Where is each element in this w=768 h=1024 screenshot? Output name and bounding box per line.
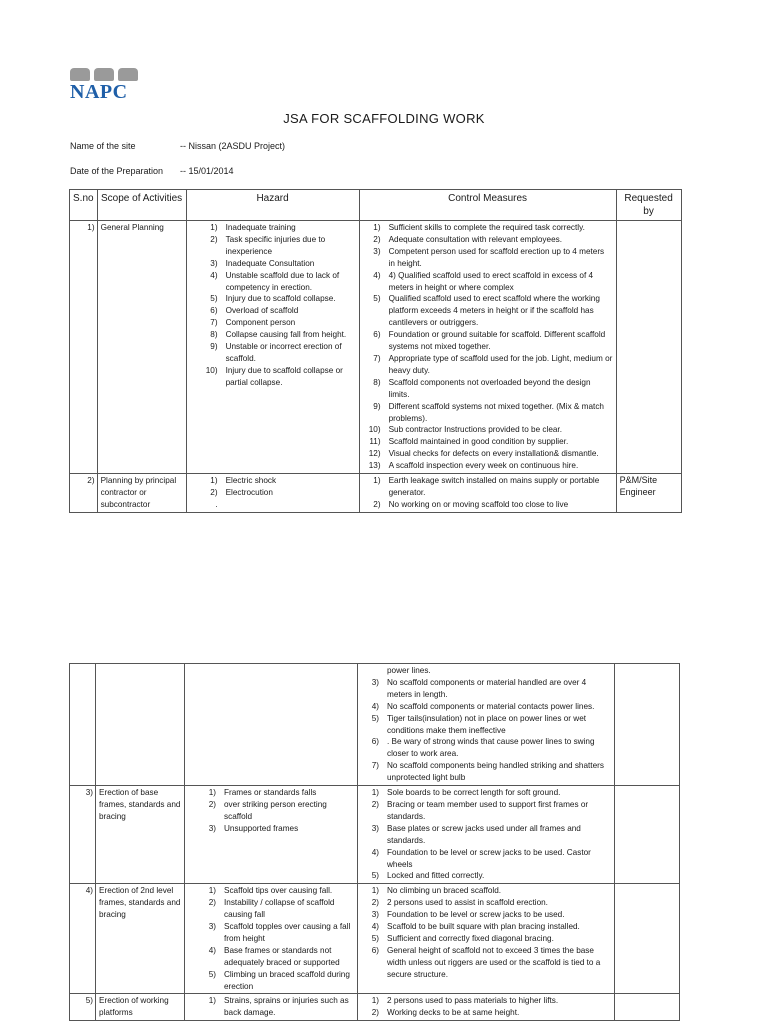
logo-emblem-icon xyxy=(70,68,150,82)
item-number: 3) xyxy=(373,246,381,256)
date-label: Date of the Preparation xyxy=(70,166,164,176)
item-number: 11) xyxy=(369,437,381,447)
item-text: Scaffold tips over causing fall. xyxy=(224,886,333,896)
item-number: 3) xyxy=(371,677,379,687)
item-number: 7) xyxy=(371,761,379,771)
control-cell xyxy=(359,474,616,513)
item-text xyxy=(226,499,356,511)
item-text: Scaffold to be built square with plan bracing installed. xyxy=(387,922,580,932)
item-text: Inadequate training xyxy=(225,223,296,232)
requested-cell xyxy=(615,786,680,884)
list-item xyxy=(363,353,613,377)
item-text: Appropriate type of scaffold used for the job. Light, medium or heavy duty. xyxy=(388,353,613,375)
item-number: 1) xyxy=(210,476,218,486)
item-text: Scaffold topples over causing a fall from height xyxy=(224,922,351,943)
list-item xyxy=(190,234,356,258)
item-text: Base frames or standards not adequately braced or supported xyxy=(224,945,340,967)
item-number: 2) xyxy=(371,799,379,809)
item-text: General height of scaffold not to exceed 3 times the base width unless out riggers are used or the scaffold is tied to a secure structure. xyxy=(387,945,601,979)
list-item xyxy=(363,448,613,460)
control-cell xyxy=(359,221,616,474)
item-text: Climbing un braced scaffold during erection xyxy=(224,969,350,991)
list-item xyxy=(361,665,611,677)
item-text: No working on or moving scaffold too close to live xyxy=(388,499,569,509)
list-item xyxy=(188,995,354,1019)
hazard-cell xyxy=(185,884,358,994)
hazard-cell xyxy=(186,221,359,474)
list-item xyxy=(190,270,356,294)
item-text: . Be wary of strong winds that cause power lines to swing closer to work area. xyxy=(387,737,595,759)
requested-cell: P&M/Site Engineer xyxy=(616,474,681,513)
item-text: No scaffold components or material contacts power lines. xyxy=(387,701,595,711)
item-text: Strains, sprains or injuries such as back damage. xyxy=(224,996,349,1018)
item-text: Sub contractor Instructions provided to be clear. xyxy=(388,425,562,435)
table-row xyxy=(70,221,682,474)
item-number: 3) xyxy=(208,922,216,932)
control-cell xyxy=(358,884,615,994)
item-text: No scaffold components or material handled are over 4 meters in length. xyxy=(387,677,587,699)
table-row xyxy=(70,884,680,994)
item-number: 3) xyxy=(371,910,379,920)
requested-cell xyxy=(616,221,681,474)
item-text: Instability / collapse of scaffold causing fall xyxy=(224,898,335,920)
item-number: 1) xyxy=(371,788,379,798)
document-title: JSA FOR SCAFFOLDING WORK xyxy=(283,111,485,126)
item-number: 7) xyxy=(373,353,381,363)
item-text: No scaffold components being handled striking and shatters unprotected light bulb xyxy=(387,761,604,783)
control-cell xyxy=(358,786,615,884)
item-text: 2 persons used to assist in scaffold erection. xyxy=(387,898,548,908)
scope-cell: Erection of 2nd level frames, standards and bracing xyxy=(96,884,185,994)
list-item xyxy=(361,847,611,871)
sno-cell: 5) xyxy=(70,994,96,1021)
list-item xyxy=(361,799,611,823)
list-item xyxy=(188,897,354,921)
item-number: 1) xyxy=(371,996,379,1006)
site-label: Name of the site xyxy=(70,141,136,151)
sno-cell: 4) xyxy=(70,884,96,994)
hazards-list xyxy=(190,475,356,511)
item-text: Scaffold maintained in good condition by supplier. xyxy=(388,437,569,447)
item-number: 9) xyxy=(210,342,218,352)
item-text: Sufficient and correctly fixed diagonal bracing. xyxy=(387,933,554,943)
controls-list xyxy=(361,885,611,980)
item-number: 10) xyxy=(368,425,381,435)
item-text: Collapse causing fall from height. xyxy=(225,330,347,340)
item-text: Different scaffold systems not mixed together. (Mix & match problems). xyxy=(388,401,604,423)
item-text: Qualified scaffold used to erect scaffold where the working platform exceeds 4 meters in height or if the scaffold has cantilevers or outriggers. xyxy=(388,294,600,328)
item-text: Bracing or team member used to support first frames or standards. xyxy=(387,799,589,821)
scope-cell xyxy=(96,664,185,786)
item-text: Sole boards to be correct length for soft ground. xyxy=(387,788,561,798)
header-scope: Scope of Activities xyxy=(97,190,186,221)
list-item xyxy=(361,787,611,799)
item-text: Sufficient skills to complete the required task correctly. xyxy=(388,223,585,232)
list-item xyxy=(188,945,354,969)
item-number: 2) xyxy=(210,487,218,497)
item-text: Electrocution xyxy=(225,487,273,497)
list-item xyxy=(190,341,356,365)
item-text: Component person xyxy=(225,318,296,328)
list-item xyxy=(361,870,611,882)
site-line xyxy=(70,141,285,151)
list-item xyxy=(363,246,613,270)
item-number: 6) xyxy=(373,330,381,340)
controls-list xyxy=(363,475,613,511)
item-text: Overload of scaffold xyxy=(225,306,299,316)
list-item xyxy=(190,305,356,317)
item-number: 3) xyxy=(371,823,379,833)
item-text: Injury due to scaffold collapse or partial collapse. xyxy=(225,365,343,387)
list-item xyxy=(363,293,613,329)
item-number: 4) xyxy=(373,270,381,280)
item-text: Unstable or incorrect erection of scaffold. xyxy=(225,342,342,363)
date-value: -- 15/01/2014 xyxy=(180,166,234,176)
scope-cell: Erection of base frames, standards and bracing xyxy=(96,786,185,884)
item-number: 6) xyxy=(371,737,379,747)
scope-cell: Planning by principal contractor or subcontractor xyxy=(97,474,186,513)
item-number: 2) xyxy=(371,1008,379,1018)
sno-cell: 3) xyxy=(70,786,96,884)
hazards-list xyxy=(190,222,356,389)
list-item xyxy=(363,329,613,353)
item-number: 6) xyxy=(210,306,218,316)
list-item xyxy=(363,234,613,246)
item-number: 1) xyxy=(373,223,381,232)
item-text: power lines. xyxy=(387,666,431,675)
table-row xyxy=(70,474,682,513)
list-item xyxy=(188,921,354,945)
item-text: 2 persons used to pass materials to higher lifts. xyxy=(387,996,559,1006)
list-item xyxy=(190,475,356,487)
item-number: 8) xyxy=(373,377,381,387)
list-item xyxy=(363,436,613,448)
list-item xyxy=(361,736,611,760)
site-value: -- Nissan (2ASDU Project) xyxy=(180,141,286,151)
napc-logo xyxy=(70,68,150,103)
list-item xyxy=(361,677,611,701)
table-header-row xyxy=(70,190,682,221)
item-number: . xyxy=(215,499,218,509)
controls-list xyxy=(361,995,611,1019)
requested-cell xyxy=(615,884,680,994)
item-number: 13) xyxy=(368,461,381,471)
item-number: 9) xyxy=(373,401,381,411)
item-text: Inadequate Consultation xyxy=(225,258,315,268)
table-row xyxy=(70,664,680,786)
item-number: 5) xyxy=(373,294,381,304)
item-number: 12) xyxy=(368,449,381,459)
hazards-list xyxy=(188,995,354,1019)
requested-cell xyxy=(615,664,680,786)
item-number: 1) xyxy=(371,886,379,896)
list-item xyxy=(363,424,613,436)
list-item xyxy=(188,885,354,897)
hazard-cell xyxy=(185,786,358,884)
item-text: Foundation to be level or screw jacks to be used. Castor wheels xyxy=(387,847,591,869)
item-text: No climbing un braced scaffold. xyxy=(387,886,502,896)
item-number: 4) xyxy=(371,922,379,932)
item-number: 1) xyxy=(208,788,216,798)
item-text: Base plates or screw jacks used under all frames and standards. xyxy=(387,823,581,845)
list-item xyxy=(363,377,613,401)
item-text: Foundation or ground suitable for scaffold. Different scaffold systems not mixed together. xyxy=(388,330,606,352)
item-number: 5) xyxy=(210,294,218,304)
item-text: 4) Qualified scaffold used to erect scaffold in excess of 4 meters in height or where complex xyxy=(388,270,594,292)
list-item xyxy=(361,995,611,1007)
item-number: 7) xyxy=(210,318,218,328)
list-item xyxy=(190,293,356,305)
header-control: Control Measures xyxy=(359,190,616,221)
list-item xyxy=(361,897,611,909)
list-item xyxy=(361,823,611,847)
list-item xyxy=(190,222,356,234)
list-item xyxy=(190,329,356,341)
list-item xyxy=(363,270,613,294)
list-item xyxy=(361,701,611,713)
table-row xyxy=(70,994,680,1021)
item-text: over striking person erecting scaffold xyxy=(224,799,327,821)
item-number: 5) xyxy=(208,969,216,979)
item-number: 1) xyxy=(208,996,216,1006)
item-number: 3) xyxy=(210,258,218,268)
jsa-table-page-2 xyxy=(69,663,680,1021)
list-item xyxy=(188,799,354,823)
list-item xyxy=(190,258,356,270)
item-number: 10) xyxy=(205,365,218,375)
item-number: 2) xyxy=(373,234,381,244)
hazard-cell xyxy=(186,474,359,513)
item-number: 2) xyxy=(210,234,218,244)
item-number: 5) xyxy=(371,871,379,881)
list-item xyxy=(190,365,356,389)
table-row xyxy=(70,786,680,884)
list-item xyxy=(190,487,356,499)
list-item xyxy=(363,499,613,511)
hazard-cell xyxy=(185,664,358,786)
item-text: Scaffold components not overloaded beyond the design limits. xyxy=(388,377,591,399)
item-number: 4) xyxy=(208,945,216,955)
item-text: Tiger tails(insulation) not in place on power lines or wet conditions make them ineffective xyxy=(387,713,587,735)
list-item xyxy=(363,222,613,234)
jsa-table-page-1 xyxy=(69,189,682,513)
controls-list xyxy=(361,665,611,784)
item-text: A scaffold inspection every week on continuous hire. xyxy=(388,461,579,471)
hazard-cell xyxy=(185,994,358,1021)
item-number: 2) xyxy=(208,799,216,809)
sno-cell: 1) xyxy=(70,221,98,474)
item-number: 2) xyxy=(373,499,381,509)
list-item xyxy=(361,933,611,945)
item-text: Task specific injuries due to inexperience xyxy=(225,234,326,256)
hazards-list xyxy=(188,885,354,992)
list-item xyxy=(361,909,611,921)
list-item xyxy=(361,921,611,933)
item-number: 4) xyxy=(210,270,218,280)
item-number: 2) xyxy=(371,898,379,908)
item-text: Locked and fitted correctly. xyxy=(387,871,485,881)
item-number: 5) xyxy=(371,713,379,723)
item-text: Visual checks for defects on every installation& dismantle. xyxy=(388,449,599,459)
sno-cell: 2) xyxy=(70,474,98,513)
item-number: 5) xyxy=(371,933,379,943)
date-line xyxy=(70,166,234,176)
item-number: 6) xyxy=(371,945,379,955)
list-item xyxy=(363,401,613,425)
controls-list xyxy=(361,787,611,882)
list-item xyxy=(361,945,611,981)
item-text: Unsupported frames xyxy=(224,823,299,833)
header-hazard: Hazard xyxy=(186,190,359,221)
header-sno: S.no xyxy=(70,190,98,221)
list-item xyxy=(363,475,613,499)
controls-list xyxy=(363,222,613,472)
requested-cell xyxy=(615,994,680,1021)
header-requested: Requested by xyxy=(616,190,681,221)
list-item xyxy=(188,823,354,835)
list-item xyxy=(361,713,611,737)
item-text: Adequate consultation with relevant employees. xyxy=(388,234,562,244)
item-number: 4) xyxy=(371,847,379,857)
list-item xyxy=(361,1007,611,1019)
item-number: 8) xyxy=(210,330,218,340)
logo-text: NAPC xyxy=(70,81,128,103)
item-text: Earth leakage switch installed on mains supply or portable generator. xyxy=(388,476,600,497)
control-cell xyxy=(358,994,615,1021)
item-number: 2) xyxy=(208,898,216,908)
hazards-list xyxy=(188,787,354,835)
control-cell xyxy=(358,664,615,786)
sno-cell xyxy=(70,664,96,786)
item-text: Electric shock xyxy=(225,476,277,486)
item-text: Competent person used for scaffold erection up to 4 meters in height. xyxy=(388,246,605,268)
item-text: Unstable scaffold due to lack of competency in erection. xyxy=(225,270,340,292)
item-text: Foundation to be level or screw jacks to be used. xyxy=(387,910,565,920)
list-item xyxy=(363,460,613,472)
list-item xyxy=(188,969,354,993)
scope-cell: Erection of working platforms xyxy=(96,994,185,1021)
list-item xyxy=(190,499,356,511)
list-item xyxy=(188,787,354,799)
item-number: 1) xyxy=(210,223,218,232)
list-item xyxy=(361,885,611,897)
item-number: 4) xyxy=(371,701,379,711)
scope-cell: General Planning xyxy=(97,221,186,474)
item-text: Working decks to be at same height. xyxy=(387,1008,520,1018)
item-text: Frames or standards falls xyxy=(224,788,317,798)
list-item xyxy=(190,317,356,329)
list-item xyxy=(361,760,611,784)
item-number: 1) xyxy=(208,886,216,896)
item-number xyxy=(361,665,387,677)
item-number: 1) xyxy=(373,476,381,486)
item-text: Injury due to scaffold collapse. xyxy=(225,294,336,304)
item-number: 3) xyxy=(208,823,216,833)
